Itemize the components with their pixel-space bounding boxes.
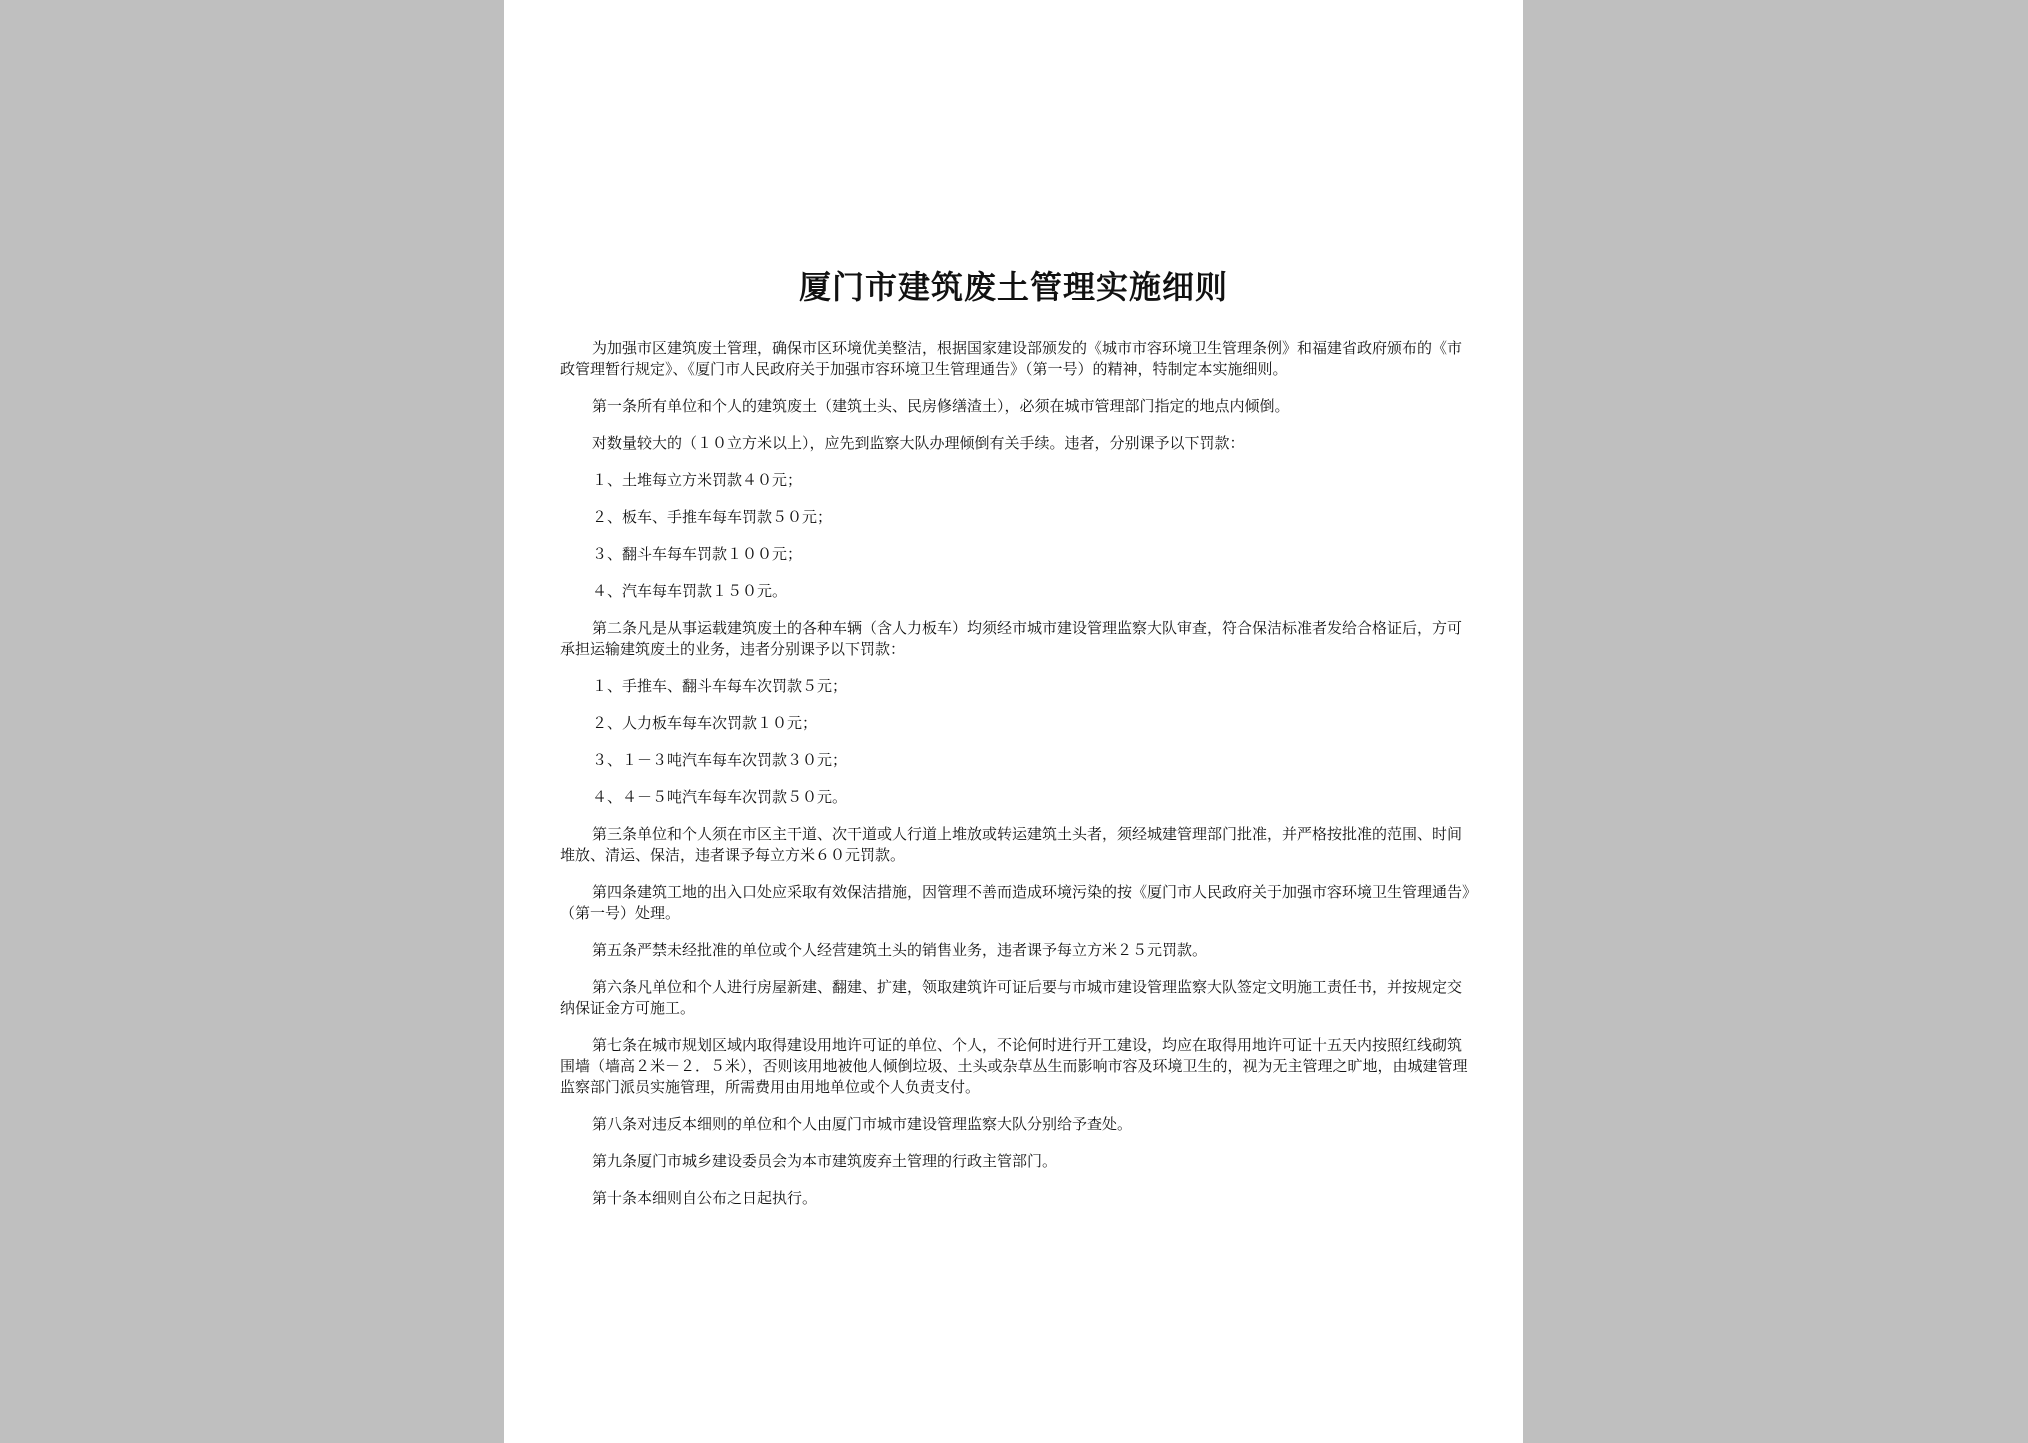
article-1-note-paragraph: 对数量较大的（１０立方米以上），应先到监察大队办理倾倒有关手续。违者，分别课予以下罚款： <box>592 434 1245 452</box>
article-5-paragraph: 第五条严禁未经批准的单位或个人经营建筑土头的销售业务，违者课予每立方米２５元罚款。 <box>592 941 1208 959</box>
article-3-paragraph: 第三条单位和个人须在市区主干道、次干道或人行道上堆放或转运建筑土头者，须经城建管理部门批准，并严格按批准的范围、时间堆放、清运、保洁，违者课予每立方米６０元罚款。 <box>560 825 1463 864</box>
article-9-paragraph: 第九条厦门市城乡建设委员会为本市建筑废弃土管理的行政主管部门。 <box>592 1152 1058 1170</box>
article-2-paragraph: 第二条凡是从事运载建筑废土的各种车辆（含人力板车）均须经市城市建设管理监察大队审查，符合保洁标准者发给合格证后，方可承担运输建筑废土的业务，违者分别课予以下罚款： <box>560 619 1463 658</box>
article-7-paragraph: 第七条在城市规划区域内取得建设用地许可证的单位、个人，不论何时进行开工建设，均应在取得用地许可证十五天内按照红线砌筑围墙（墙高２米－２．５米），否则该用地被他人倾倒垃圾、土头或杂草丛生而影响市容及环境卫生的，视为无主管理之旷地，由城建管理监察部门派员实施管理，所需费用由用地单位或个人负责支付。 <box>560 1036 1468 1096</box>
article-1-item-3: ３、翻斗车每车罚款１００元； <box>592 545 803 563</box>
document-page <box>504 0 1523 1443</box>
article-10-paragraph: 第十条本细则自公布之日起执行。 <box>592 1189 818 1207</box>
article-6-paragraph: 第六条凡单位和个人进行房屋新建、翻建、扩建，领取建筑许可证后要与市城市建设管理监察大队签定文明施工责任书，并按规定交纳保证金方可施工。 <box>560 978 1463 1017</box>
article-1-item-2: ２、板车、手推车每车罚款５０元； <box>592 508 833 526</box>
document-title: 厦门市建筑废土管理实施细则 <box>798 268 1228 306</box>
article-4-paragraph: 第四条建筑工地的出入口处应采取有效保洁措施，因管理不善而造成环境污染的按《厦门市人民政府关于加强市容环境卫生管理通告》（第一号）处理。 <box>560 883 1470 922</box>
article-8-paragraph: 第八条对违反本细则的单位和个人由厦门市城市建设管理监察大队分别给予查处。 <box>592 1115 1133 1133</box>
article-1-item-1: １、土堆每立方米罚款４０元； <box>592 471 803 489</box>
article-1-paragraph: 第一条所有单位和个人的建筑废土（建筑土头、民房修缮渣土），必须在城市管理部门指定的地点内倾倒。 <box>592 397 1290 415</box>
article-2-item-1: １、手推车、翻斗车每车次罚款５元； <box>592 677 848 695</box>
article-2-item-3: ３、１－３吨汽车每车次罚款３０元； <box>592 751 848 769</box>
article-1-item-4: ４、汽车每车罚款１５０元。 <box>592 582 788 600</box>
preamble-paragraph: 为加强市区建筑废土管理，确保市区环境优美整洁，根据国家建设部颁发的《城市市容环境卫生管理条例》和福建省政府颁布的《市政管理暂行规定》、《厦门市人民政府关于加强市容环境卫生管理通告》（第一号）的精神，特制定本实施细则。 <box>560 339 1463 378</box>
document-body <box>560 338 1470 1225</box>
article-2-item-2: ２、人力板车每车次罚款１０元； <box>592 714 818 732</box>
article-2-item-4: ４、４－５吨汽车每车次罚款５０元。 <box>592 788 848 806</box>
